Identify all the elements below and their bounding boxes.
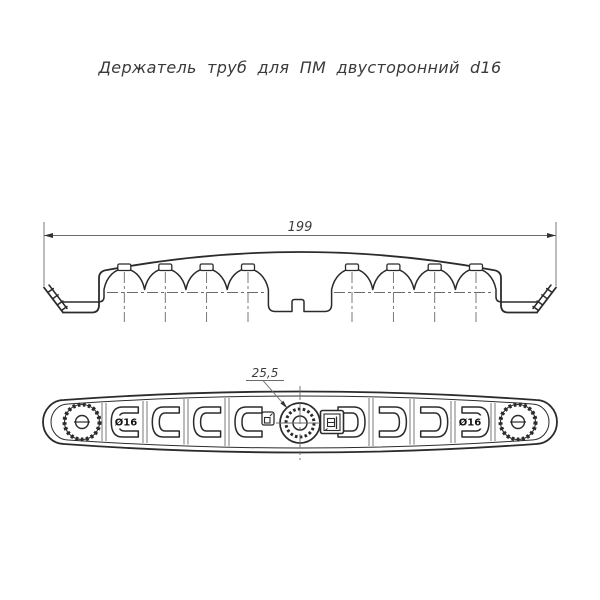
clip-tab [118,264,131,271]
left-knurled-knob [65,405,100,440]
clip-tab [387,264,400,271]
clip-tab [200,264,213,271]
drawing-title: Держатель труб для ПМ двусторонний d16 [98,58,502,77]
clip-tab [428,264,441,271]
center-dimension-text: 25,5 [251,366,279,380]
right-knurled-knob [501,405,536,440]
clip-tab [346,264,359,271]
clip-tab [470,264,483,271]
clip-tab [159,264,172,271]
latch-symbol [262,412,274,425]
hole-diameter-label-left: Ø16 [114,417,138,429]
hole-diameter-label-right: Ø16 [458,417,482,429]
clip-tab [242,264,255,271]
connector-detail [321,411,344,434]
length-dimension-text: 199 [287,220,313,235]
